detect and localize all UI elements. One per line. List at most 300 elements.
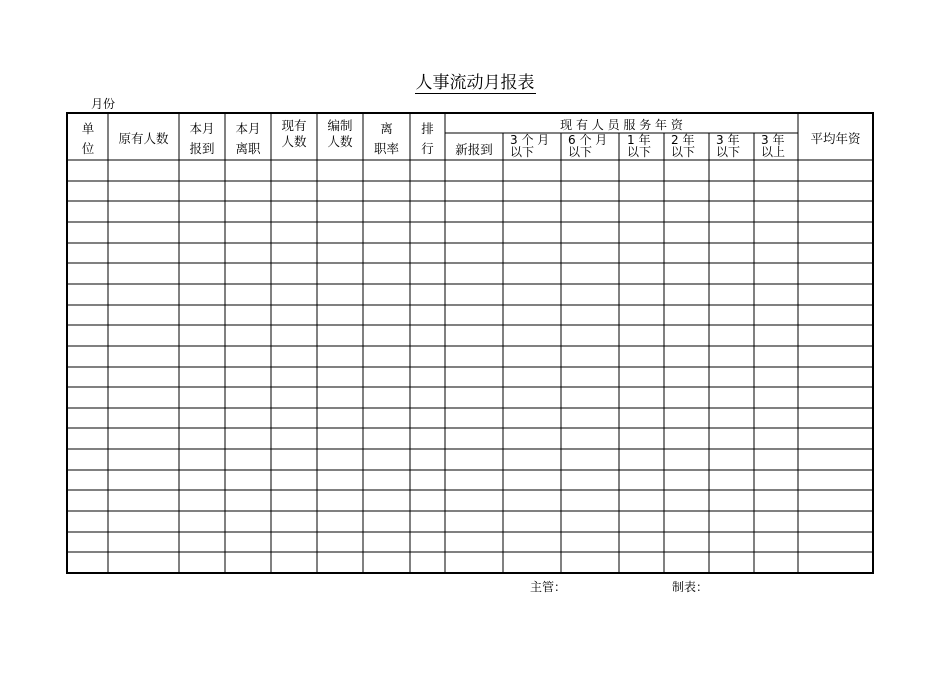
table-cell[interactable] [561,408,619,429]
table-cell[interactable] [271,532,317,553]
table-cell[interactable] [410,346,445,367]
table-cell[interactable] [108,552,179,573]
table-cell[interactable] [754,325,798,346]
table-cell[interactable] [664,263,709,284]
table-cell[interactable] [317,532,363,553]
table-cell[interactable] [317,470,363,491]
table-cell[interactable] [798,532,873,553]
table-cell[interactable] [67,263,108,284]
table-cell[interactable] [363,243,410,264]
table-cell[interactable] [108,408,179,429]
table-cell[interactable] [317,325,363,346]
table-cell[interactable] [225,449,271,470]
table-cell[interactable] [798,367,873,388]
table-cell[interactable] [664,284,709,305]
table-cell[interactable] [108,449,179,470]
table-cell[interactable] [271,263,317,284]
table-cell[interactable] [503,201,561,222]
table-cell[interactable] [410,367,445,388]
table-cell[interactable] [363,408,410,429]
table-cell[interactable] [363,222,410,243]
table-cell[interactable] [363,532,410,553]
table-cell[interactable] [363,428,410,449]
table-cell[interactable] [664,490,709,511]
table-cell[interactable] [317,222,363,243]
table-cell[interactable] [798,263,873,284]
table-cell[interactable] [179,408,225,429]
table-cell[interactable] [363,181,410,202]
table-cell[interactable] [225,532,271,553]
table-cell[interactable] [317,387,363,408]
table-cell[interactable] [410,428,445,449]
table-cell[interactable] [225,263,271,284]
table-cell[interactable] [67,552,108,573]
table-cell[interactable] [664,325,709,346]
table-cell[interactable] [709,160,754,181]
table-cell[interactable] [363,387,410,408]
table-cell[interactable] [561,449,619,470]
table-cell[interactable] [709,511,754,532]
table-cell[interactable] [317,263,363,284]
table-cell[interactable] [754,511,798,532]
table-cell[interactable] [798,346,873,367]
table-cell[interactable] [798,511,873,532]
table-cell[interactable] [363,305,410,326]
table-cell[interactable] [754,160,798,181]
table-cell[interactable] [798,470,873,491]
table-cell[interactable] [503,325,561,346]
table-cell[interactable] [225,181,271,202]
table-cell[interactable] [503,408,561,429]
table-cell[interactable] [179,346,225,367]
table-cell[interactable] [317,305,363,326]
table-cell[interactable] [108,470,179,491]
table-cell[interactable] [225,305,271,326]
table-cell[interactable] [561,263,619,284]
table-cell[interactable] [67,387,108,408]
table-cell[interactable] [67,408,108,429]
table-cell[interactable] [664,449,709,470]
table-cell[interactable] [754,552,798,573]
table-cell[interactable] [410,552,445,573]
table-cell[interactable] [619,222,664,243]
table-cell[interactable] [225,408,271,429]
table-cell[interactable] [225,490,271,511]
table-cell[interactable] [503,511,561,532]
table-cell[interactable] [179,552,225,573]
table-cell[interactable] [67,367,108,388]
table-cell[interactable] [754,346,798,367]
table-cell[interactable] [709,449,754,470]
table-cell[interactable] [179,532,225,553]
table-cell[interactable] [445,428,503,449]
table-cell[interactable] [108,222,179,243]
table-cell[interactable] [445,490,503,511]
table-cell[interactable] [503,222,561,243]
table-cell[interactable] [445,552,503,573]
table-cell[interactable] [664,305,709,326]
table-cell[interactable] [445,243,503,264]
table-cell[interactable] [225,470,271,491]
table-cell[interactable] [561,222,619,243]
table-cell[interactable] [225,346,271,367]
table-cell[interactable] [108,532,179,553]
table-cell[interactable] [317,284,363,305]
table-cell[interactable] [67,511,108,532]
table-cell[interactable] [754,181,798,202]
table-cell[interactable] [798,449,873,470]
table-cell[interactable] [561,325,619,346]
table-cell[interactable] [67,490,108,511]
table-cell[interactable] [410,408,445,429]
table-cell[interactable] [271,346,317,367]
table-cell[interactable] [561,160,619,181]
table-cell[interactable] [619,511,664,532]
table-cell[interactable] [664,387,709,408]
table-cell[interactable] [619,428,664,449]
table-cell[interactable] [445,532,503,553]
table-cell[interactable] [317,490,363,511]
table-cell[interactable] [108,305,179,326]
table-cell[interactable] [561,490,619,511]
table-cell[interactable] [754,263,798,284]
table-cell[interactable] [363,263,410,284]
table-cell[interactable] [271,160,317,181]
table-cell[interactable] [108,325,179,346]
table-cell[interactable] [108,243,179,264]
table-cell[interactable] [664,408,709,429]
table-cell[interactable] [503,387,561,408]
table-cell[interactable] [445,511,503,532]
table-cell[interactable] [798,490,873,511]
table-cell[interactable] [798,408,873,429]
table-cell[interactable] [271,428,317,449]
table-cell[interactable] [225,201,271,222]
table-cell[interactable] [445,325,503,346]
table-cell[interactable] [619,263,664,284]
table-cell[interactable] [754,284,798,305]
table-cell[interactable] [445,263,503,284]
table-cell[interactable] [410,181,445,202]
table-cell[interactable] [503,263,561,284]
table-cell[interactable] [67,201,108,222]
table-cell[interactable] [67,181,108,202]
table-cell[interactable] [108,428,179,449]
table-cell[interactable] [798,160,873,181]
table-cell[interactable] [503,243,561,264]
table-cell[interactable] [798,325,873,346]
table-cell[interactable] [798,243,873,264]
table-cell[interactable] [108,201,179,222]
table-cell[interactable] [664,346,709,367]
table-cell[interactable] [179,243,225,264]
table-cell[interactable] [363,449,410,470]
table-cell[interactable] [754,305,798,326]
table-cell[interactable] [709,387,754,408]
table-cell[interactable] [619,181,664,202]
table-cell[interactable] [503,284,561,305]
table-cell[interactable] [225,222,271,243]
table-cell[interactable] [754,387,798,408]
table-cell[interactable] [271,490,317,511]
table-cell[interactable] [798,305,873,326]
table-cell[interactable] [664,181,709,202]
table-cell[interactable] [664,511,709,532]
table-cell[interactable] [709,346,754,367]
table-cell[interactable] [108,511,179,532]
table-cell[interactable] [317,181,363,202]
table-cell[interactable] [664,243,709,264]
table-cell[interactable] [317,201,363,222]
table-cell[interactable] [271,449,317,470]
table-cell[interactable] [108,490,179,511]
table-cell[interactable] [754,222,798,243]
table-cell[interactable] [503,449,561,470]
table-cell[interactable] [619,490,664,511]
table-cell[interactable] [503,160,561,181]
table-cell[interactable] [410,511,445,532]
table-cell[interactable] [271,181,317,202]
table-cell[interactable] [561,552,619,573]
table-cell[interactable] [619,201,664,222]
table-cell[interactable] [503,346,561,367]
table-cell[interactable] [67,284,108,305]
table-cell[interactable] [561,532,619,553]
table-cell[interactable] [709,325,754,346]
table-cell[interactable] [503,490,561,511]
table-cell[interactable] [179,284,225,305]
table-cell[interactable] [225,428,271,449]
table-cell[interactable] [561,284,619,305]
table-cell[interactable] [410,263,445,284]
table-cell[interactable] [179,325,225,346]
table-cell[interactable] [445,346,503,367]
table-cell[interactable] [410,222,445,243]
table-cell[interactable] [179,490,225,511]
table-cell[interactable] [561,305,619,326]
table-cell[interactable] [179,449,225,470]
table-cell[interactable] [363,367,410,388]
table-cell[interactable] [445,470,503,491]
table-cell[interactable] [619,470,664,491]
table-cell[interactable] [709,428,754,449]
table-cell[interactable] [108,160,179,181]
table-cell[interactable] [445,449,503,470]
table-cell[interactable] [709,408,754,429]
table-cell[interactable] [67,428,108,449]
table-cell[interactable] [664,532,709,553]
table-cell[interactable] [664,160,709,181]
table-cell[interactable] [709,305,754,326]
table-cell[interactable] [363,284,410,305]
table-cell[interactable] [179,222,225,243]
table-cell[interactable] [410,470,445,491]
table-cell[interactable] [798,387,873,408]
table-cell[interactable] [108,387,179,408]
table-cell[interactable] [619,243,664,264]
table-cell[interactable] [363,201,410,222]
table-cell[interactable] [271,552,317,573]
table-cell[interactable] [561,470,619,491]
table-cell[interactable] [410,532,445,553]
table-cell[interactable] [108,181,179,202]
table-cell[interactable] [561,346,619,367]
table-cell[interactable] [317,160,363,181]
table-cell[interactable] [798,222,873,243]
table-cell[interactable] [271,222,317,243]
table-cell[interactable] [179,367,225,388]
table-cell[interactable] [561,367,619,388]
table-cell[interactable] [503,305,561,326]
table-cell[interactable] [709,181,754,202]
table-cell[interactable] [271,325,317,346]
table-cell[interactable] [410,201,445,222]
table-cell[interactable] [709,263,754,284]
table-cell[interactable] [709,201,754,222]
table-cell[interactable] [445,160,503,181]
table-cell[interactable] [410,490,445,511]
table-cell[interactable] [317,552,363,573]
table-cell[interactable] [67,470,108,491]
table-cell[interactable] [619,552,664,573]
table-cell[interactable] [108,263,179,284]
table-cell[interactable] [619,284,664,305]
table-cell[interactable] [317,428,363,449]
table-cell[interactable] [754,367,798,388]
table-cell[interactable] [67,449,108,470]
table-cell[interactable] [754,243,798,264]
table-cell[interactable] [108,367,179,388]
table-cell[interactable] [363,490,410,511]
table-cell[interactable] [619,532,664,553]
table-cell[interactable] [664,201,709,222]
table-cell[interactable] [108,346,179,367]
table-cell[interactable] [664,367,709,388]
table-cell[interactable] [179,387,225,408]
table-cell[interactable] [225,160,271,181]
table-cell[interactable] [271,387,317,408]
table-cell[interactable] [225,387,271,408]
table-cell[interactable] [317,408,363,429]
table-cell[interactable] [798,201,873,222]
table-cell[interactable] [363,470,410,491]
table-cell[interactable] [445,305,503,326]
table-cell[interactable] [619,346,664,367]
table-cell[interactable] [108,284,179,305]
table-cell[interactable] [619,408,664,429]
table-cell[interactable] [503,552,561,573]
table-cell[interactable] [754,449,798,470]
table-cell[interactable] [798,181,873,202]
table-cell[interactable] [179,428,225,449]
table-cell[interactable] [67,532,108,553]
table-cell[interactable] [754,201,798,222]
table-cell[interactable] [709,552,754,573]
table-cell[interactable] [445,181,503,202]
table-cell[interactable] [754,408,798,429]
table-cell[interactable] [709,532,754,553]
table-cell[interactable] [664,470,709,491]
table-cell[interactable] [709,222,754,243]
table-cell[interactable] [225,284,271,305]
table-cell[interactable] [445,222,503,243]
table-cell[interactable] [271,305,317,326]
table-cell[interactable] [445,284,503,305]
table-cell[interactable] [410,160,445,181]
table-cell[interactable] [664,552,709,573]
table-cell[interactable] [619,449,664,470]
table-cell[interactable] [410,243,445,264]
table-cell[interactable] [619,367,664,388]
table-cell[interactable] [317,243,363,264]
table-cell[interactable] [271,367,317,388]
table-cell[interactable] [709,243,754,264]
table-cell[interactable] [271,511,317,532]
table-cell[interactable] [619,387,664,408]
table-cell[interactable] [709,490,754,511]
table-cell[interactable] [798,284,873,305]
table-cell[interactable] [179,181,225,202]
table-cell[interactable] [363,325,410,346]
table-cell[interactable] [754,470,798,491]
table-cell[interactable] [503,181,561,202]
table-cell[interactable] [664,428,709,449]
table-cell[interactable] [317,449,363,470]
table-cell[interactable] [67,346,108,367]
table-cell[interactable] [754,428,798,449]
table-cell[interactable] [317,511,363,532]
table-cell[interactable] [67,160,108,181]
table-cell[interactable] [445,408,503,429]
table-cell[interactable] [561,201,619,222]
table-cell[interactable] [317,367,363,388]
table-cell[interactable] [271,284,317,305]
table-cell[interactable] [445,201,503,222]
table-cell[interactable] [179,511,225,532]
table-cell[interactable] [271,470,317,491]
table-cell[interactable] [363,346,410,367]
table-cell[interactable] [798,428,873,449]
table-cell[interactable] [503,470,561,491]
table-cell[interactable] [709,284,754,305]
table-cell[interactable] [225,511,271,532]
table-cell[interactable] [271,243,317,264]
table-cell[interactable] [271,408,317,429]
table-cell[interactable] [754,490,798,511]
table-cell[interactable] [503,367,561,388]
table-cell[interactable] [179,263,225,284]
table-cell[interactable] [754,532,798,553]
table-cell[interactable] [67,222,108,243]
table-cell[interactable] [225,367,271,388]
table-cell[interactable] [363,552,410,573]
table-cell[interactable] [317,346,363,367]
table-cell[interactable] [410,325,445,346]
table-cell[interactable] [225,243,271,264]
table-cell[interactable] [363,511,410,532]
table-cell[interactable] [561,428,619,449]
table-cell[interactable] [179,305,225,326]
table-cell[interactable] [561,243,619,264]
table-cell[interactable] [561,387,619,408]
table-cell[interactable] [619,325,664,346]
table-cell[interactable] [709,367,754,388]
table-cell[interactable] [410,387,445,408]
table-cell[interactable] [561,181,619,202]
table-cell[interactable] [561,511,619,532]
table-cell[interactable] [225,325,271,346]
table-cell[interactable] [271,201,317,222]
